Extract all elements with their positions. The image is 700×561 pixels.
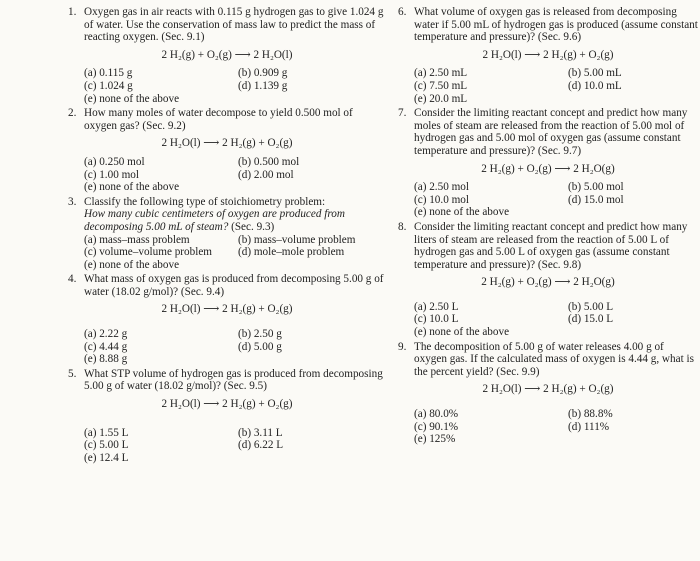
option-b: (b) 88.8% [568,408,613,421]
option-b: (b) 0.909 g [238,67,288,80]
option-d: (d) 15.0 L [568,313,614,326]
option-c: (c) 5.00 L [84,439,129,452]
option-a: (a) 0.115 g [84,67,133,80]
question-number: 8. [398,220,407,233]
equation: 2 H₂O(l) ⟶ 2 H₂(g) + O₂(g) [161,398,293,411]
question-number: 1. [68,6,77,18]
equation: 2 H₂(g) + O₂(g) ⟶ 2 H₂O(g) [481,276,615,289]
question-text: Consider the limiting reactant concept and predict how many moles of steam are released from the reaction of 5.00 mol of hydrogen gas and 5.00 mol of oxygen gas (assume constant temperature and pressure)? (Sec. 9.7) [414,107,688,157]
option-b: (b) 2.50 g [238,328,282,341]
option-d: (d) 1.139 g [238,79,288,92]
question-number: 9. [398,340,407,353]
question-text: The decomposition of 5.00 g of water releases 4.00 g of oxygen gas. If the calculated mass of oxygen is 4.44 g, what is the percent yield? (Sec. 9.9) [414,340,694,378]
answer-options [84,427,386,465]
option-b: (b) 5.00 mol [568,181,624,194]
option-a: (a) 0.250 mol [84,155,145,168]
left-column [68,6,386,466]
answer-options [84,328,386,366]
answer-options [84,234,386,272]
question-text: Consider the limiting reactant concept and predict how many liters of steam are released from the reaction of 5.00 L of hydrogen gas and 5.00 L of oxygen gas (assume constant temperature and pressure)? (Sec. 9.8) [414,220,688,271]
option-d: (d) 6.22 L [238,439,284,452]
option-b: (b) 0.500 mol [238,155,300,168]
option-e: (e) 12.4 L [84,451,129,464]
option-d: (d) 111% [568,420,610,433]
option-a: (a) 1.55 L [84,426,129,439]
question-2 [68,107,386,194]
option-d: (d) 5.00 g [238,340,282,353]
question-number: 7. [398,107,407,120]
option-c: (c) 10.0 L [414,313,459,326]
option-b: (b) mass–volume problem [238,233,356,246]
option-b: (b) 5.00 L [568,300,614,313]
answer-options [414,408,698,446]
equation: 2 H₂O(l) ⟶ 2 H₂(g) + O₂(g) [161,137,293,150]
option-a: (a) 2.50 L [414,300,459,313]
option-e: (e) none of the above [414,326,510,339]
answer-options [414,181,698,219]
option-e: (e) 125% [414,433,456,446]
answer-options [84,156,386,194]
right-column [398,6,698,448]
option-a: (a) 2.22 g [84,328,128,341]
question-number: 6. [398,6,407,18]
question-9 [398,341,698,446]
question-5 [68,368,386,465]
option-d: (d) 15.0 mol [568,193,624,206]
equation: 2 H₂O(l) ⟶ 2 H₂(g) + O₂(g) [161,303,293,316]
question-3 [68,196,386,272]
question-number: 4. [68,273,77,286]
option-a: (a) 2.50 mL [414,67,468,80]
question-text: What volume of oxygen gas is released from decomposing water if 5.00 mL of hydrogen gas is produced (assume constant temperature and pressure)? (Sec. 9.6) [414,6,698,44]
option-e: (e) 20.0 mL [414,92,468,105]
option-d: (d) 2.00 mol [238,168,294,181]
option-e: (e) none of the above [84,92,180,105]
option-a: (a) 80.0% [414,408,459,421]
question-number: 5. [68,367,77,380]
option-c: (c) 7.50 mL [414,79,468,92]
question-4 [68,273,386,366]
answer-options [414,301,698,339]
question-prompt: Classify the following type of stoichiometry problem: [84,195,326,208]
option-d: (d) mole–mole problem [238,246,345,259]
question-1 [68,6,386,105]
question-number: 3. [68,195,77,208]
question-text: What mass of oxygen gas is produced from decomposing 5.00 g of water (18.02 g/mol)? (Sec. 9.4) [84,273,384,298]
option-c: (c) volume–volume problem [84,246,213,259]
question-italic: How many cubic centimeters of oxygen are produced from decomposing 5.00 mL of steam? [84,208,345,233]
question-number: 2. [68,107,77,120]
question-7 [398,107,698,219]
equation: 2 H₂O(l) ⟶ 2 H₂(g) + O₂(g) [482,383,614,396]
option-c: (c) 1.00 mol [84,168,139,181]
question-8 [398,221,698,339]
option-e: (e) 8.88 g [84,353,128,366]
option-c: (c) 90.1% [414,420,459,433]
option-c: (c) 4.44 g [84,340,128,353]
option-c: (c) 1.024 g [84,79,133,92]
section-ref: (Sec. 9.3) [231,220,275,233]
option-e: (e) none of the above [414,206,510,219]
option-a: (a) mass–mass problem [84,233,190,246]
option-a: (a) 2.50 mol [414,181,469,194]
answer-options [84,67,386,105]
option-d: (d) 10.0 mL [568,79,622,92]
option-e: (e) none of the above [84,258,180,271]
question-text: How many moles of water decompose to yield 0.500 mol of oxygen gas? (Sec. 9.2) [84,107,353,132]
equation: 2 H₂O(l) ⟶ 2 H₂(g) + O₂(g) [482,48,614,61]
option-b: (b) 3.11 L [238,426,283,439]
question-6 [398,6,698,105]
answer-options [414,67,698,105]
option-e: (e) none of the above [84,181,180,194]
option-c: (c) 10.0 mol [414,193,469,206]
question-text [84,196,386,234]
question-text: Oxygen gas in air reacts with 0.115 g hydrogen gas to give 1.024 g of water. Use the conservation of mass law to predict the mass of reacting oxygen. (Sec. 9.1) [84,6,384,44]
equation: 2 H₂(g) + O₂(g) ⟶ 2 H₂O(g) [481,162,615,175]
equation: 2 H₂(g) + O₂(g) ⟶ 2 H₂O(l) [161,48,293,61]
option-b: (b) 5.00 mL [568,67,622,80]
question-text: What STP volume of hydrogen gas is produced from decomposing 5.00 g of water (18.02 g/mol)? (Sec. 9.5) [84,367,383,393]
